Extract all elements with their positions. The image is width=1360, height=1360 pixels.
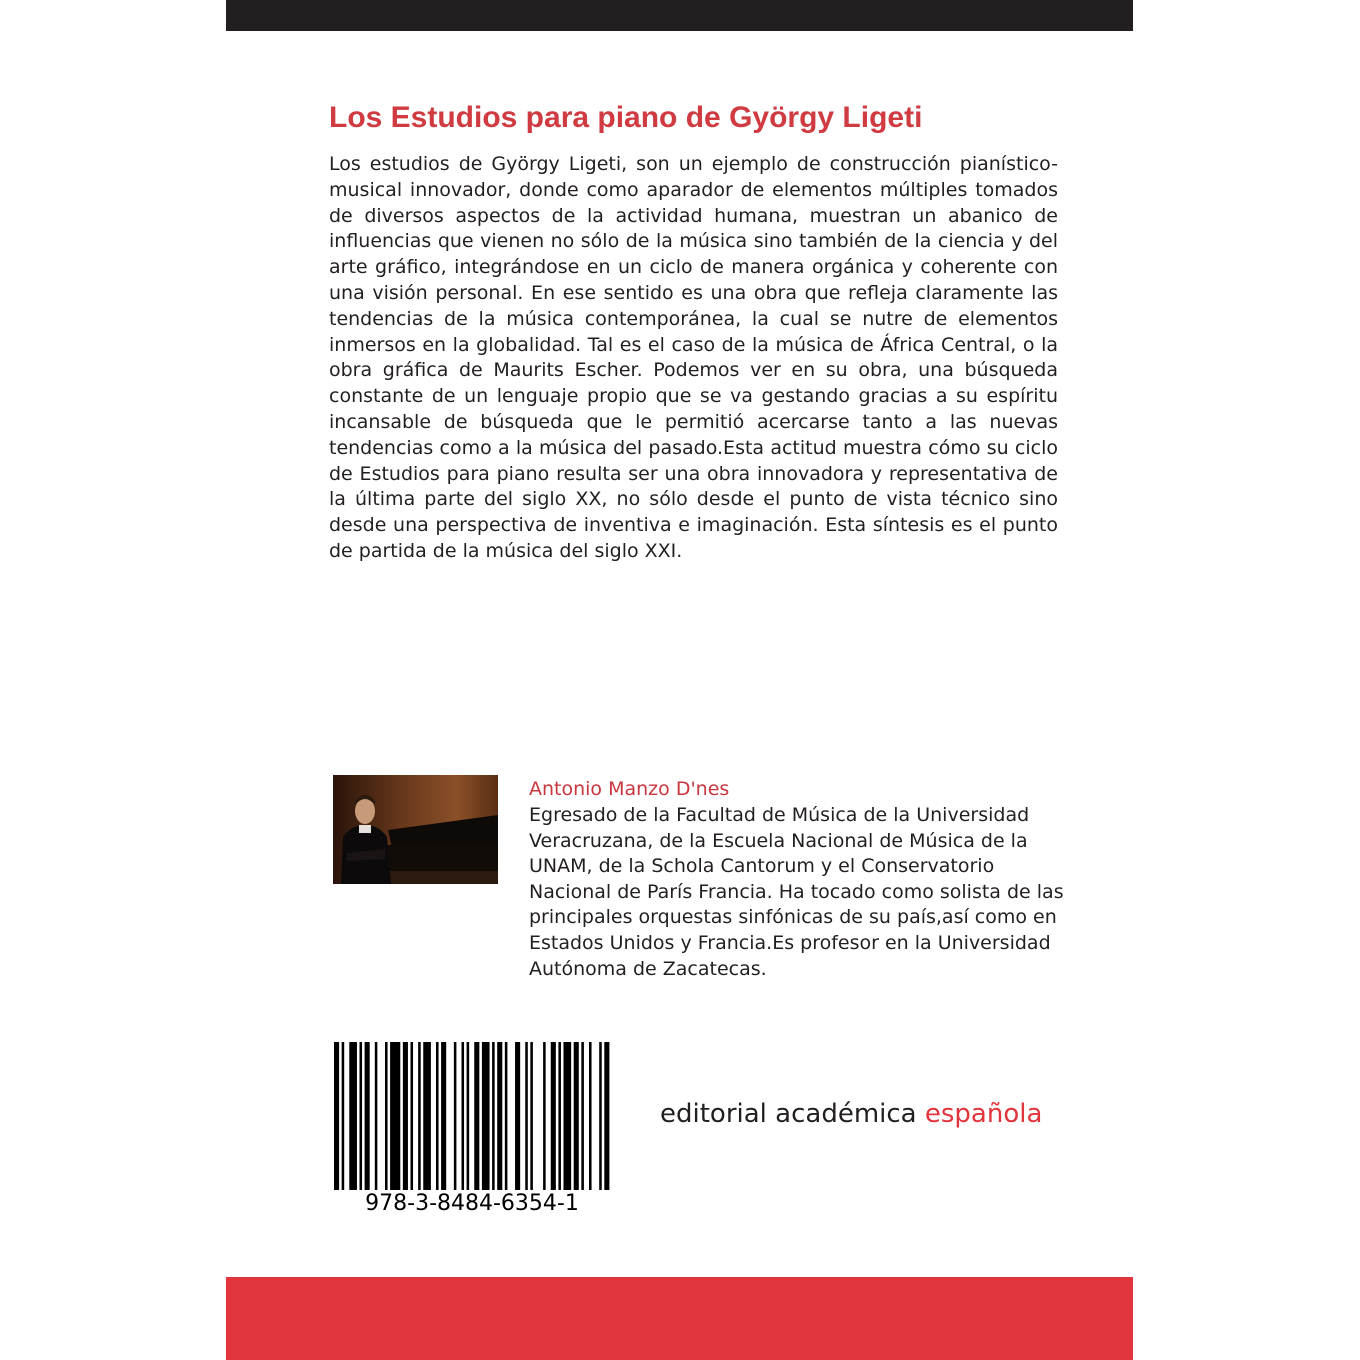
barcode-icon bbox=[334, 1042, 610, 1190]
isbn-barcode bbox=[334, 1042, 610, 1190]
publisher-name-accent: española bbox=[924, 1099, 1043, 1129]
barcode-bar bbox=[558, 1042, 561, 1190]
barcode-bar bbox=[505, 1042, 508, 1190]
book-title: Los Estudios para piano de György Ligeti bbox=[329, 101, 923, 134]
barcode-bar bbox=[564, 1042, 572, 1190]
barcode-bar bbox=[515, 1042, 520, 1190]
barcode-bar bbox=[589, 1042, 592, 1190]
barcode-bar bbox=[375, 1042, 378, 1190]
isbn-number: 978-3-8484-6354-1 bbox=[365, 1191, 579, 1216]
barcode-bar bbox=[360, 1042, 363, 1190]
author-portrait-icon bbox=[333, 775, 498, 884]
top-dark-bar bbox=[226, 0, 1133, 31]
barcode-bar bbox=[604, 1042, 609, 1190]
barcode-bar bbox=[342, 1042, 345, 1190]
barcode-bar bbox=[403, 1042, 408, 1190]
barcode-bar bbox=[482, 1042, 490, 1190]
barcode-bar bbox=[454, 1042, 457, 1190]
barcode-bar bbox=[599, 1042, 602, 1190]
publisher-logo bbox=[660, 1094, 1042, 1134]
author-name: Antonio Manzo D'nes bbox=[529, 778, 730, 800]
barcode-bar bbox=[411, 1042, 414, 1190]
barcode-bar bbox=[365, 1042, 370, 1190]
publisher-name-main: editorial académica bbox=[660, 1099, 917, 1129]
barcode-bar bbox=[497, 1042, 502, 1190]
barcode-bar bbox=[551, 1042, 556, 1190]
barcode-bar bbox=[581, 1042, 584, 1190]
barcode-bar bbox=[543, 1042, 546, 1190]
barcode-bar bbox=[474, 1042, 479, 1190]
barcode-bar bbox=[418, 1042, 421, 1190]
book-back-cover bbox=[226, 0, 1133, 1360]
barcode-bar bbox=[462, 1042, 465, 1190]
bottom-red-bar bbox=[226, 1277, 1133, 1360]
book-blurb: Los estudios de György Ligeti, son un ejemplo de construcción pianístico-musical innovador, donde como aparador de elementos múltiples tomados de diversos aspectos de la actividad humana, muestran un abanico de influencias que vienen no sólo de la música sino también de la ciencia y del arte gráfico, integrándose en un ciclo de manera orgánica y coherente con una visión personal. En ese sentido es una obra que refleja claramente las tendencias de la música contemporánea, la cual se nutre de elementos inmersos en la globalidad. Tal es el caso de la música de África Central, o la obra gráfica de Maurits Escher. Podemos ver en su obra, una búsqueda constante de un lenguaje propio que se va gestando gracias a su espíritu incansable de búsqueda que le permitió acercarse tanto a las nuevas tendencias como a la música del pasado.Esta actitud muestra cómo su ciclo de Estudios para piano resulta ser una obra innovadora y representativa de la última parte del siglo XX, no sólo desde el punto de vista técnico sino desde una perspectiva de inventiva e imaginación. Esta síntesis es el punto de partida de la música del siglo XXI. bbox=[329, 153, 1058, 562]
barcode-bar bbox=[574, 1042, 579, 1190]
barcode-bar bbox=[390, 1042, 400, 1190]
barcode-bar bbox=[385, 1042, 388, 1190]
barcode-bar bbox=[436, 1042, 439, 1190]
barcode-bar bbox=[334, 1042, 339, 1190]
barcode-bar bbox=[530, 1042, 533, 1190]
barcode-bar bbox=[525, 1042, 528, 1190]
barcode-bar bbox=[492, 1042, 495, 1190]
barcode-bar bbox=[467, 1042, 470, 1190]
barcode-bar bbox=[423, 1042, 431, 1190]
author-photo bbox=[333, 775, 498, 884]
barcode-bar bbox=[441, 1042, 446, 1190]
barcode-bar bbox=[349, 1042, 357, 1190]
author-bio: Egresado de la Facultad de Música de la Universidad Veracruzana, de la Escuela Nacional de Música de la UNAM, de la Schola Cantorum y el Conservatorio Nacional de París Francia. Ha tocado como solista de las principales orquestas sinfónicas de su país,así como en Estados Unidos y Francia.Es profesor en la Universidad Autónoma de Zacatecas. bbox=[529, 804, 1064, 980]
